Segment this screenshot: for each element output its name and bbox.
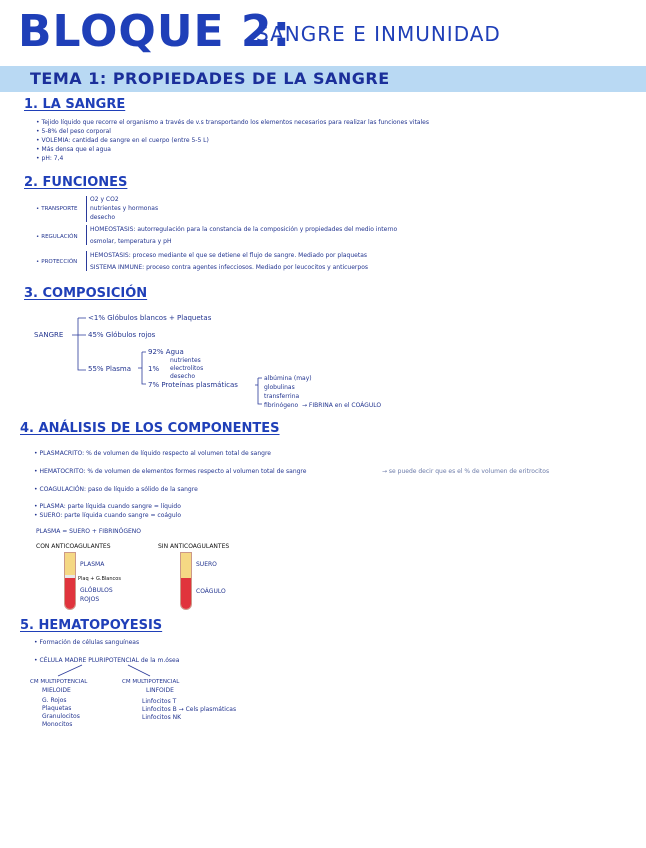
protein-item: transferrina: [264, 393, 300, 400]
s5-heading: 5. HEMATOPOYESIS: [20, 618, 163, 633]
mieloide-title: CM MULTIPOTENCIAL: [30, 679, 88, 685]
plasmacrito: • PLASMACRITO: % de volumen de líquido respecto al volumen total de sangre: [34, 449, 271, 458]
fibrina-note: → FIBRINA en el COÁGULO: [302, 402, 382, 409]
mieloide-item: Granulocitos: [42, 713, 80, 720]
protein-item: globulinas: [264, 384, 295, 391]
plasma-proteins: 7% Proteínas plasmáticas: [148, 381, 238, 389]
hematocrito-note: → se puede decir que es el % de volumen de eritrocitos: [382, 468, 550, 475]
tube2-bottom-label: COÁGULO: [196, 588, 226, 595]
plasma-def: • PLASMA: parte líquida cuando sangre = líquido: [34, 502, 181, 511]
plasma-1pct-item: nutrientes: [170, 357, 201, 364]
linfoide-item: Linfocitos B → Cels plasmáticas: [142, 706, 237, 713]
s1-item: • Más densa que el agua: [36, 145, 111, 154]
plasma-1pct-item: electrolitos: [170, 365, 204, 372]
proteccion-label: • PROTECCIÓN: [36, 258, 77, 267]
s5-item: • CÉLULA MADRE PLURIPOTENCIAL de la m.ósea: [34, 656, 179, 665]
linfoide-title: CM MULTIPOTENCIAL: [122, 679, 180, 685]
page-title: BLOQUE 2:: [18, 6, 292, 57]
proteccion-item: HEMOSTASIS: proceso mediante el que se detiene el flujo de sangre. Mediado por plaquetas: [90, 252, 368, 259]
proteccion-item: SISTEMA INMUNE: proceso contra agentes infecciosos. Mediado por leucocitos y anticuerpos: [90, 264, 368, 271]
comp-a: <1% Glóbulos blancos + Plaquetas: [88, 314, 212, 322]
s1-item: • Tejido líquido que recorre el organismo a través de v.s transportando los elementos necesarios para realizar las funciones vitales: [36, 118, 429, 127]
regulacion-item: HOMEOSTASIS: autorregulación para la constancia de la composición y propiedades del medio interno: [90, 226, 398, 233]
sin-anticoag: SIN ANTICOAGULANTES: [158, 543, 230, 550]
tube1-bottom-label: GLÓBULOS ROJOS: [80, 587, 113, 603]
protein-item: albúmina (may): [264, 375, 312, 382]
page-subtitle: SANGRE E INMUNIDAD: [256, 22, 501, 46]
linfoide-sub: LINFOIDE: [146, 687, 174, 694]
plasma-1pct-item: desecho: [170, 373, 196, 380]
s1-heading: 1. LA SANGRE: [24, 97, 126, 112]
con-anticoag: CON ANTICOAGULANTES: [36, 543, 111, 550]
s1-item: • VOLEMIA: cantidad de sangre en el cuerpo (entre 5-5 L): [36, 136, 209, 145]
transporte-item: desecho: [90, 214, 116, 221]
s1-item: • 5-8% del peso corporal: [36, 127, 111, 136]
tube1-top-label: PLASMA: [80, 561, 105, 568]
regulacion-item: osmolar, temperatura y pH: [90, 238, 172, 245]
s4-heading: 4. ANÁLISIS DE LOS COMPONENTES: [20, 421, 280, 436]
tube1-mid-label: Plaq + G.Blancos: [78, 576, 121, 582]
transporte-item: O2 y CO2: [90, 196, 119, 203]
coagulacion: • COAGULACIÓN: paso de líquido a sólido de la sangre: [34, 485, 198, 494]
sangre-root: SANGRE: [34, 331, 64, 339]
linfoide-item: Linfocitos NK: [142, 714, 182, 721]
comp-b: 45% Glóbulos rojos: [88, 331, 156, 339]
mieloide-sub: MIELOIDE: [42, 687, 71, 694]
mieloide-item: Plaquetas: [42, 705, 72, 712]
linfoide-item: Linfocitos T: [142, 698, 177, 705]
mieloide-item: Monocitos: [42, 721, 73, 728]
plasma-equation: PLASMA = SUERO + FIBRINÓGENO: [36, 528, 141, 535]
regulacion-label: • REGULACIÓN: [36, 233, 78, 242]
s3-heading: 3. COMPOSICIÓN: [24, 286, 148, 301]
s2-heading: 2. FUNCIONES: [24, 175, 128, 190]
suero-def: • SUERO: parte líquida cuando sangre = coágulo: [34, 511, 181, 520]
s5-item: • Formación de células sanguíneas: [34, 638, 139, 647]
tube2-top-label: SUERO: [196, 561, 217, 568]
hematocrito: • HEMATOCRITO: % de volumen de elementos formes respecto al volumen total de sangre: [34, 467, 306, 476]
mieloide-item: G. Rojos: [42, 697, 67, 704]
transporte-label: • TRANSPORTE: [36, 205, 77, 214]
comp-c: 55% Plasma: [88, 365, 131, 373]
protein-item: fibrinógeno: [264, 402, 299, 409]
tema-title: TEMA 1: PROPIEDADES DE LA SANGRE: [30, 69, 390, 88]
transporte-item: nutrientes y hormonas: [90, 205, 159, 212]
plasma-water: 92% Agua: [148, 348, 184, 356]
plasma-1pct: 1%: [148, 365, 160, 373]
s1-item: • pH: 7,4: [36, 154, 63, 163]
